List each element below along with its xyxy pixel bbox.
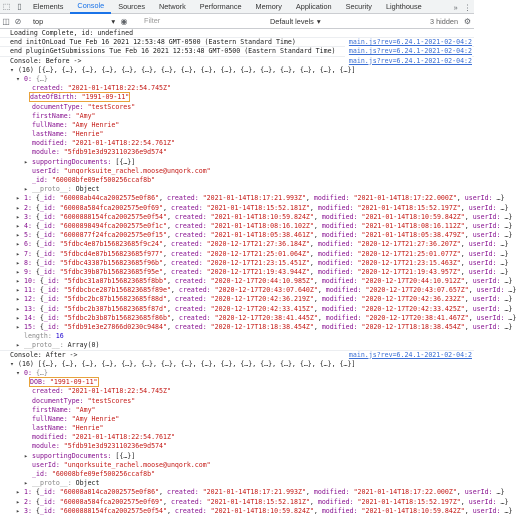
log-levels-label: Default levels <box>270 16 314 26</box>
object-property: _id: "60008bfe09ef500256ccaf8b" <box>32 470 156 478</box>
source-link[interactable]: main.js?rev=6.24.1-2021-02-04:2 <box>345 47 472 56</box>
object-entry[interactable]: ▸ 10: {_id: "5fdbc31a87b156823685f8bb", created: "2020-12-17T20:44:10.985Z", modified: "2020-12-17T20:44:10.912Z", userId: …} <box>16 277 513 286</box>
expand-triangle-icon[interactable]: ▸ <box>16 304 20 313</box>
expand-triangle-icon[interactable]: ▾ <box>16 368 20 377</box>
object-property <box>0 93 474 102</box>
devtools-tab-bar <box>0 0 474 14</box>
object-property: module: "5fdb91e3d923110236e9d574" <box>32 148 167 157</box>
expand-triangle-icon[interactable]: ▸ <box>16 323 20 331</box>
expand-triangle-icon[interactable]: ▸ <box>16 212 20 221</box>
object-entry[interactable]: ▸ 2: {_id: "60008a584fca2002575e0f69", created: "2021-01-14T18:15:52.181Z", modified: "2021-01-14T18:15:52.197Z", userId: …} <box>16 203 509 212</box>
more-tabs-icon[interactable]: » <box>453 2 458 12</box>
expand-triangle-icon[interactable]: ▸ <box>24 185 28 194</box>
array-summary[interactable]: ▾ (16) [{…}, {…}, {…}, {…}, {…}, {…}, {…}, {…}, {…}, {…}, {…}, {…}, {…}, {…}, {…}, {…}] <box>10 65 356 74</box>
expand-triangle-icon[interactable]: ▸ <box>16 341 20 350</box>
console-toolbar <box>0 14 474 29</box>
log-levels-select[interactable] <box>270 17 320 26</box>
expand-triangle-icon[interactable]: ▸ <box>16 240 20 249</box>
expand-triangle-icon[interactable]: ▾ <box>10 359 14 368</box>
object-entry[interactable]: ▸ 15: {_id: "5fdb91e3e27866d0230c9484", created: "2020-12-17T18:18:38.454Z", modified: "2020-12-17T18:18:38.454Z", userId: …} <box>16 323 513 331</box>
chevron-down-icon: ▾ <box>111 16 115 26</box>
object-property: modified: "2021-01-14T18:22:54.761Z" <box>32 139 175 148</box>
object-entry[interactable]: ▸ 9: {_id: "5fdbc39b87b156823685f95e", created: "2020-12-17T21:19:43.944Z", modified: "2020-12-17T21:19:43.957Z", userId: …} <box>16 267 509 276</box>
console-message: end pluginGetSubmissions Tue Feb 16 2021 12:53:48 GMT-0500 (Eastern Standard Time) main.js?rev=6.24.1-2021-02-04:2 <box>0 47 474 56</box>
object-property: modified: "2021-01-14T18:22:54.761Z" <box>32 433 175 442</box>
object-property: fullName: "Amy Henrie" <box>32 414 120 423</box>
object-property: documentType: "testScores" <box>32 396 136 405</box>
tab-network[interactable]: Network <box>158 2 186 11</box>
expand-triangle-icon[interactable]: ▸ <box>16 258 20 267</box>
object-property: length: 16 <box>24 332 64 341</box>
console-message: end initOnLoad Tue Feb 16 2021 12:53:48 GMT-0500 (Eastern Standard Time) main.js?rev=6.24.1-2021-02-04:2 <box>0 38 474 47</box>
object-property[interactable]: ▸ supportingDocuments: [{…}] <box>24 451 136 460</box>
highlighted-property: DOB: "1991-09-11" <box>30 378 98 387</box>
expand-triangle-icon[interactable]: ▸ <box>24 451 28 460</box>
expand-triangle-icon[interactable]: ▸ <box>16 194 20 203</box>
object-property: created: "2021-01-14T18:22:54.745Z" <box>32 387 171 396</box>
source-link[interactable]: main.js?rev=6.24.1-2021-02-04:2 <box>345 57 472 66</box>
sidebar-toggle-icon[interactable]: ◫ <box>2 16 10 26</box>
tab-memory[interactable]: Memory <box>255 2 282 11</box>
expand-triangle-icon[interactable]: ▸ <box>16 497 20 506</box>
expand-triangle-icon[interactable]: ▸ <box>16 221 20 230</box>
tab-console[interactable]: Console <box>70 0 111 14</box>
hidden-count: 3 hidden <box>430 17 458 26</box>
object-property: lastName: "Henrie" <box>32 130 104 139</box>
context-select[interactable] <box>30 16 118 27</box>
highlighted-property: dateOfBirth: "1991-09-11" <box>30 93 130 102</box>
expand-triangle-icon[interactable]: ▸ <box>16 267 20 276</box>
console-message: Console: Before -> main.js?rev=6.24.1-2021-02-04:2 <box>10 56 472 65</box>
object-entry[interactable]: ▸ 1: {_id: "60008ab44ca2002575e0f86", created: "2021-01-14T18:17:21.993Z", modified: "2021-01-14T18:17:22.000Z", userId: …} <box>16 194 505 203</box>
object-property: documentType: "testScores" <box>32 102 136 111</box>
expand-triangle-icon[interactable]: ▸ <box>16 286 20 295</box>
object-property: firstName: "Amy" <box>32 405 96 414</box>
filter-input[interactable]: Filter <box>144 15 161 25</box>
tab-application[interactable]: Application <box>295 2 332 11</box>
tab-sources[interactable]: Sources <box>118 2 145 11</box>
chevron-down-icon: ▾ <box>316 16 321 26</box>
expand-triangle-icon[interactable]: ▸ <box>16 313 20 322</box>
object-entry[interactable]: ▸ 1: {_id: "60008a814ca2002575e0f86", created: "2021-01-14T18:17:21.993Z", modified: "2021-01-14T18:17:22.000Z", userId: …} <box>16 488 505 497</box>
expand-triangle-icon[interactable]: ▸ <box>16 488 20 497</box>
object-property: userId: "unqorksuite_rachel.moose@unqork.com" <box>32 460 211 469</box>
object-entry[interactable]: ▸ 12: {_id: "5fdbc2bc87b156823685f88d", created: "2020-12-17T20:42:36.219Z", modified: "2020-12-17T20:42:36.232Z", userId: …} <box>16 295 513 304</box>
object-entry[interactable]: ▸ 14: {_id: "5fdbc2b3b87b156823685f86b", created: "2020-12-17T20:38:41.445Z", modified: "2020-12-17T20:38:41.467Z", userId: …} <box>16 313 516 322</box>
context-value: top <box>33 16 44 26</box>
object-entry[interactable]: ▸ 5: {_id: "6000877f24fca2002575e0f15", created: "2021-01-14T18:05:38.461Z", modified: "2021-01-14T18:05:38.479Z", userId: …} <box>16 231 513 240</box>
console-message: Loading Complete, id: undefined <box>0 29 474 38</box>
object-entry[interactable]: ▾ 0: {…} <box>16 368 48 377</box>
tab-lighthouse[interactable]: Lighthouse <box>385 2 422 11</box>
console-message: Console: After -> main.js?rev=6.24.1-2021-02-04:2 <box>10 350 472 359</box>
object-property: userId: "unqorksuite_rachel.moose@unqork.com" <box>32 166 211 175</box>
object-entry[interactable]: ▸ 4: {_id: "6000898494fca2002575e0f1c", created: "2021-01-14T18:08:16.102Z", modified: "2021-01-14T18:08:16.112Z", userId: …} <box>16 221 513 230</box>
clear-console-icon[interactable]: ⊘ <box>14 16 22 26</box>
object-property[interactable]: ▸ supportingDocuments: [{…}] <box>24 157 136 166</box>
device-toolbar-icon[interactable]: ▯ <box>17 2 22 11</box>
source-link[interactable]: main.js?rev=6.24.1-2021-02-04:2 <box>345 38 472 47</box>
object-property: firstName: "Amy" <box>32 111 96 120</box>
array-items <box>0 488 513 516</box>
expand-triangle-icon[interactable]: ▸ <box>16 277 20 286</box>
object-property: fullName: "Amy Henrie" <box>32 120 120 129</box>
proto-entry[interactable]: ▸ __proto__: Object <box>24 479 100 488</box>
object-entry[interactable]: ▾ 0: {…} <box>16 74 48 83</box>
eye-icon[interactable]: ◉ <box>120 16 128 26</box>
expand-triangle-icon[interactable]: ▸ <box>16 295 20 304</box>
object-entry[interactable]: ▸ 3: {_id: "6000888154fca2002575e0f54", created: "2021-01-14T18:10:59.824Z", modified: "2021-01-14T18:10:59.842Z", userId: …} <box>16 212 513 221</box>
object-property: created: "2021-01-14T18:22:54.745Z" <box>32 84 171 93</box>
object-entry[interactable]: ▸ 2: {_id: "60008a584fca2002575e0f69", created: "2021-01-14T18:15:52.181Z", modified: "2021-01-14T18:15:52.197Z", userId: …} <box>16 497 509 506</box>
source-link[interactable]: main.js?rev=6.24.1-2021-02-04:2 <box>345 351 472 360</box>
expand-triangle-icon[interactable]: ▾ <box>16 74 20 83</box>
proto-entry[interactable]: ▸ __proto__: Array(0) <box>0 341 474 350</box>
expand-triangle-icon[interactable]: ▸ <box>24 479 28 488</box>
tab-performance[interactable]: Performance <box>199 2 242 11</box>
object-entry[interactable]: ▸ 6: {_id: "5fdbc4e87b156823685f9c24", created: "2020-12-17T21:27:36.184Z", modified: "2020-12-17T21:27:36.207Z", userId: …} <box>16 240 509 249</box>
expand-triangle-icon[interactable]: ▸ <box>16 249 20 258</box>
tab-security[interactable]: Security <box>345 2 372 11</box>
object-property <box>0 378 474 387</box>
inspect-element-icon[interactable]: ⬚ <box>2 2 11 11</box>
gear-icon[interactable]: ⚙ <box>463 17 471 26</box>
expand-triangle-icon[interactable]: ▸ <box>16 203 20 212</box>
expand-triangle-icon[interactable]: ▾ <box>10 65 14 74</box>
object-property: lastName: "Henrie" <box>32 424 104 433</box>
expand-triangle-icon[interactable]: ▸ <box>16 231 20 240</box>
array-items <box>0 194 516 332</box>
expand-triangle-icon[interactable]: ▸ <box>24 157 28 166</box>
object-entry[interactable]: ▸ 7: {_id: "5fdbcd4e87b156823685f977", created: "2020-12-17T21:25:01.064Z", modified: "2020-12-17T21:25:01.077Z", userId: …} <box>16 249 509 258</box>
more-options-icon[interactable]: ⋮ <box>463 2 471 12</box>
object-entry[interactable]: ▸ 11: {_id: "5fdbcbce287b156823685f89e", created: "2020-12-17T20:43:07.640Z", modified: "2020-12-17T20:43:07.657Z", userId: …} <box>16 286 516 295</box>
object-entry[interactable]: ▸ 13: {_id: "5fdbc2b387b156823685f87d", created: "2020-12-17T20:42:33.415Z", modified: "2020-12-17T20:42:33.425Z", userId: …} <box>16 304 513 313</box>
object-entry[interactable]: ▸ 8: {_id: "5fdbc43387b156823685f96b", created: "2020-12-17T21:23:15.451Z", modified: "2020-12-17T21:23:15.463Z", userId: …} <box>16 258 509 267</box>
expand-triangle-icon[interactable]: ▸ <box>16 506 20 515</box>
proto-entry[interactable]: ▸ __proto__: Object <box>24 185 100 194</box>
object-property: _id: "60008bfe09ef500256ccaf8b" <box>32 176 156 184</box>
console-output[interactable] <box>0 29 516 515</box>
object-property: module: "5fdb91e3d923110236e9d574" <box>32 442 167 451</box>
tab-elements[interactable]: Elements <box>33 2 64 11</box>
object-entry[interactable]: ▸ 3: {_id: "6000888154fca2002575e0f54", created: "2021-01-14T18:10:59.824Z", modified: "2021-01-14T18:10:59.842Z", userId: …} <box>16 506 513 515</box>
array-summary[interactable]: ▾ (16) [{…}, {…}, {…}, {…}, {…}, {…}, {…}, {…}, {…}, {…}, {…}, {…}, {…}, {…}, {…}, {…}] <box>10 359 356 368</box>
